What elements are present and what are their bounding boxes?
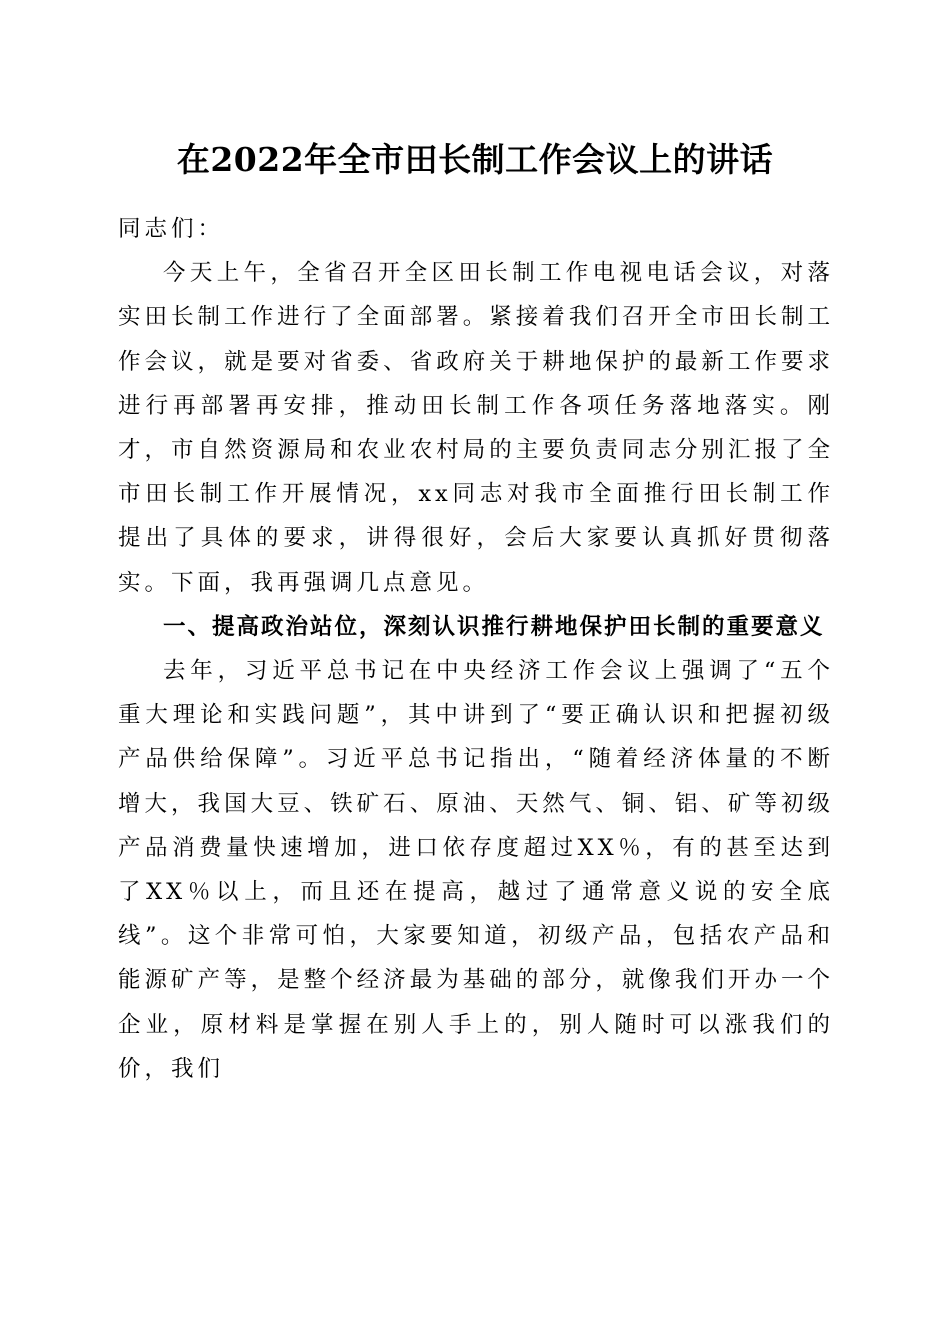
document-title: 在2022年全市田长制工作会议上的讲话 [176,140,774,179]
document-body [118,207,834,1091]
salutation: 同志们： [118,216,225,242]
opening-paragraph: 今天上午，全省召开全区田长制工作电视电话会议，对落实田长制工作进行了全面部署。紧接着我们召开全市田长制工作会议，就是要对省委、省政府关于耕地保护的最新工作要求进行再部署再安排，推动田长制工作各项任务落地落实。刚才，市自然资源局和农业农村局的主要负责同志分别汇报了全市田长制工作开展情况，xx同志对我市全面推行田长制工作提出了具体的要求，讲得很好，会后大家要认真抓好贯彻落实。下面，我再强调几点意见。 [118,260,834,596]
section-paragraph: 去年，习近平总书记在中央经济工作会议上强调了“五个重大理论和实践问题”，其中讲到了“要正确认识和把握初级产品供给保障”。习近平总书记指出，“随着经济体量的不断增大，我国大豆、铁矿石、原油、天然气、铜、铝、矿等初级产品消费量快速增加，进口依存度超过XX％，有的甚至达到了XX％以上，而且还在提高，越过了通常意义说的安全底线”。这个非常可怕，大家要知道，初级产品，包括农产品和能源矿产等，是整个经济最为基础的部分，就像我们开办一个企业，原材料是掌握在别人手上的，别人随时可以涨我们的价，我们 [118,658,834,1082]
section-heading: 一、提高政治站位，深刻认识推行耕地保护田长制的重要意义 [163,613,825,640]
